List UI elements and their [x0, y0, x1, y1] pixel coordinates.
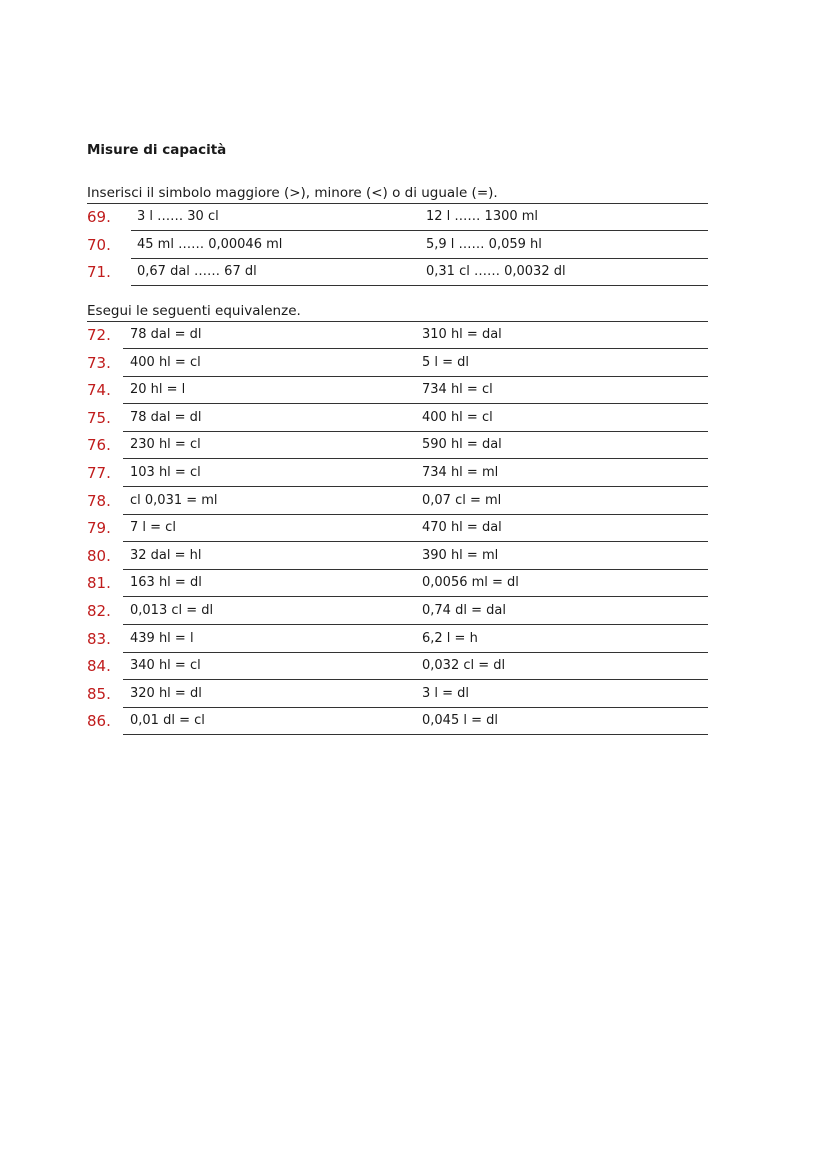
- exercise-right: 310 hl = dal: [422, 327, 502, 342]
- exercise-right: 0,0056 ml = dl: [422, 575, 519, 591]
- exercise-left: 439 hl = l: [130, 630, 194, 646]
- exercise-number: 74.: [87, 381, 111, 400]
- exercise-left: 340 hl = cl: [130, 658, 201, 674]
- exercise-right: 3 l = dl: [422, 685, 470, 701]
- exercise-number: 82.: [87, 602, 111, 620]
- exercise-right: 0,032 cl = dl: [422, 658, 506, 674]
- exercise-right: 390 hl = ml: [422, 547, 499, 563]
- exercise-left: 20 hl = l: [130, 382, 186, 398]
- exercise-number: 80.: [87, 546, 111, 565]
- exercise-number: 70.: [87, 235, 111, 254]
- exercise-left: 0,01 dl = cl: [130, 713, 205, 729]
- section-2-instruction: Esegui le seguenti equivalenze.: [87, 303, 301, 319]
- exercise-row: [0, 708, 828, 735]
- exercise-row: [0, 377, 828, 404]
- exercise-left: 3 l …… 30 cl: [137, 209, 219, 224]
- exercise-number: 83.: [87, 629, 111, 648]
- answer-line-right: [408, 285, 708, 286]
- exercise-row: [0, 653, 828, 680]
- exercise-row: [0, 432, 828, 459]
- exercise-right: 0,31 cl …… 0,0032 dl: [426, 264, 566, 280]
- exercise-right: 5,9 l …… 0,059 hl: [426, 236, 542, 252]
- exercise-right: 6,2 l = h: [422, 630, 478, 646]
- exercise-left: 78 dal = dl: [130, 327, 202, 342]
- exercise-right: 0,045 l = dl: [422, 713, 498, 729]
- exercise-row: [0, 405, 828, 432]
- exercise-left: 0,013 cl = dl: [130, 603, 214, 618]
- exercise-row: [0, 232, 828, 259]
- exercise-number: 75.: [87, 408, 111, 427]
- exercise-left: 32 dal = hl: [130, 547, 202, 563]
- exercise-number: 86.: [87, 712, 111, 731]
- exercise-left: 163 hl = dl: [130, 575, 202, 591]
- exercise-row: [0, 488, 828, 515]
- exercise-row: [0, 322, 828, 349]
- exercise-number: 71.: [87, 263, 111, 282]
- exercise-row: [0, 543, 828, 570]
- exercise-number: 73.: [87, 353, 111, 372]
- exercise-row: [0, 350, 828, 377]
- exercise-right: 0,74 dl = dal: [422, 603, 506, 618]
- exercise-left: 7 l = cl: [130, 520, 176, 536]
- exercise-right: 734 hl = cl: [422, 382, 493, 398]
- exercise-right: 734 hl = ml: [422, 465, 499, 480]
- exercise-right: 590 hl = dal: [422, 437, 502, 453]
- exercise-row: [0, 570, 828, 597]
- exercise-left: 400 hl = cl: [130, 354, 201, 370]
- exercise-right: 470 hl = dal: [422, 520, 502, 536]
- exercise-row: [0, 598, 828, 625]
- exercise-row: [0, 681, 828, 708]
- exercise-left: 78 dal = dl: [130, 409, 202, 425]
- exercise-row: [0, 204, 828, 231]
- answer-line-left: [123, 734, 408, 735]
- exercise-left: 103 hl = cl: [130, 465, 201, 480]
- exercise-number: 78.: [87, 491, 111, 510]
- exercise-number: 72.: [87, 326, 111, 344]
- exercise-right: 12 l …… 1300 ml: [426, 209, 539, 224]
- exercise-row: [0, 460, 828, 487]
- exercise-number: 77.: [87, 464, 111, 482]
- exercise-number: 84.: [87, 657, 111, 676]
- exercise-right: 400 hl = cl: [422, 409, 493, 425]
- exercise-right: 0,07 cl = ml: [422, 492, 502, 508]
- exercise-number: 81.: [87, 574, 111, 593]
- exercise-left: 0,67 dal …… 67 dl: [137, 264, 257, 280]
- exercise-right: 5 l = dl: [422, 354, 470, 370]
- exercise-left: 230 hl = cl: [130, 437, 201, 453]
- exercise-left: 45 ml …… 0,00046 ml: [137, 236, 283, 252]
- exercise-row: [0, 259, 828, 286]
- exercise-left: cl 0,031 = ml: [130, 492, 218, 508]
- exercise-row: [0, 515, 828, 542]
- answer-line-left: [131, 285, 408, 286]
- answer-line-right: [408, 734, 708, 735]
- exercise-number: 76.: [87, 436, 111, 455]
- exercise-number: 79.: [87, 519, 111, 538]
- exercise-row: [0, 626, 828, 653]
- exercise-number: 69.: [87, 208, 111, 226]
- section-1-instruction: Inserisci il simbolo maggiore (>), minore (<) o di uguale (=).: [87, 185, 498, 201]
- exercise-number: 85.: [87, 684, 111, 703]
- page-title: Misure di capacità: [87, 142, 227, 158]
- exercise-left: 320 hl = dl: [130, 685, 202, 701]
